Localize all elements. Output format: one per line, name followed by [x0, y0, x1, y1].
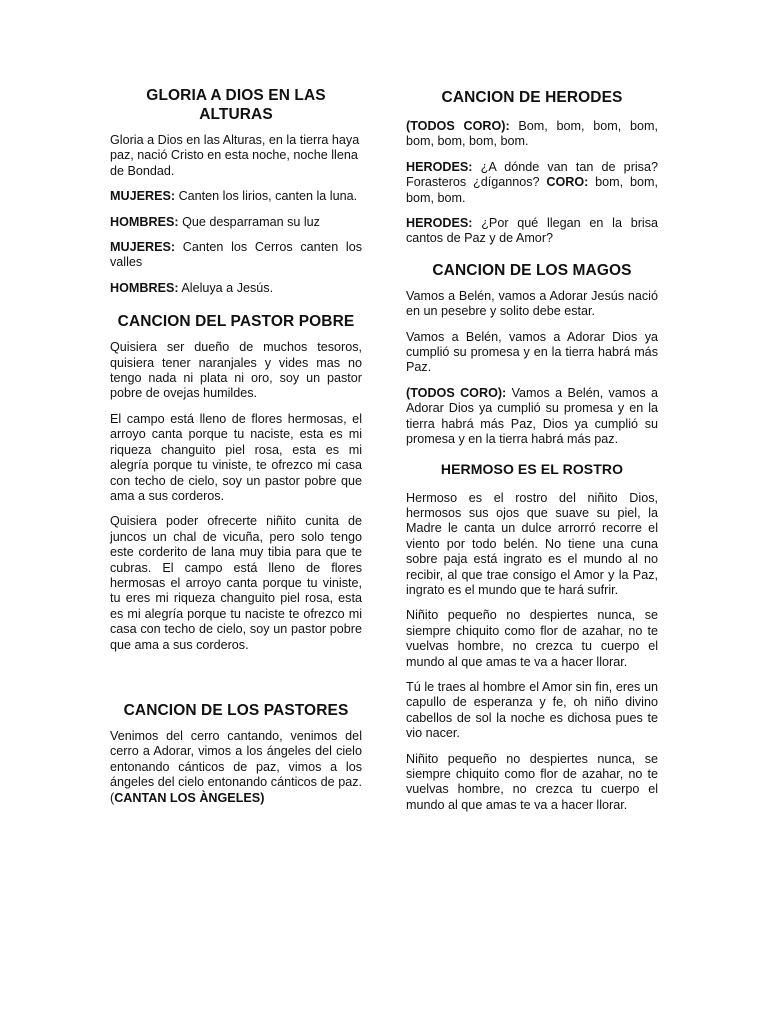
speaker-label: HERODES: [406, 216, 473, 231]
paragraph: Vamos a Belén, vamos a Adorar Dios ya cumplió su promesa y en la tierra habrá más Paz. [406, 329, 658, 375]
paragraph [110, 189, 362, 204]
speaker-label: MUJERES: [110, 240, 176, 255]
lyric-text: Venimos del cerro cantando, venimos del cerro a Adorar, vimos a los ángeles del cielo entonando cánticos de paz, vimos a los ángeles del cielo entonando cánticos de paz. ( [110, 728, 362, 805]
lyric-text: Canten los Cerros canten los valles [110, 240, 362, 270]
paragraph: Quisiera poder ofrecerte niñito cunita de juncos un chal de vicuña, pero solo tengo este corderito de lana muy tibia para que te cubras. El campo está lleno de flores hermosas el arroyo canta porque tu viniste, tu eres mi riqueza changuito piel rosa, esta es mi alegría porque tu naciste te ofrezco mi casa con techo de cielo, soy un pastor pobre que ama a sus corderos. [110, 514, 362, 652]
left-column [110, 86, 362, 816]
speaker-label: (TODOS CORO): [406, 385, 507, 400]
section-title-pastores: CANCION DE LOS PASTORES [123, 701, 349, 719]
speaker-label: CANTAN LOS ÀNGELES) [114, 790, 265, 805]
paragraph: Gloria a Dios en las Alturas, en la tierra haya paz, nació Cristo en esta noche, noche llena de Bondad. [110, 133, 360, 178]
paragraph [110, 729, 362, 806]
paragraph [110, 215, 362, 230]
paragraph: Niñito pequeño no despiertes nunca, se siempre chiquito como flor de azahar, no te vuelvas hombre, no crezca tu cuerpo el mundo al que amas te va a hacer llorar. [406, 608, 658, 669]
spacer [110, 663, 362, 701]
paragraph: Niñito pequeño no despiertes nunca, se siempre chiquito como flor de azahar, no te vuelvas hombre, no crezca tu cuerpo el mundo al que amas te va a hacer llorar. [406, 751, 658, 812]
section-title-herodes: CANCION DE HERODES [441, 89, 623, 106]
lyric-text: Aleluya a Jesús. [178, 280, 274, 295]
paragraph: Hermoso es el rostro del niñito Dios, hermosos sus ojos que suave su piel, la Madre le canta un dulce arrorró recorre el viento por todo belén. No tiene una cuna sobre paja está ingrato es el mundo al no recibir, al que trae consigo el Amor y la Paz, ingrato es el mundo que te hará sufrir. [406, 490, 658, 597]
speaker-label: CORO: [546, 175, 589, 190]
lyric-text: Que desparraman su luz [178, 214, 320, 229]
section-title-magos: CANCION DE LOS MAGOS [432, 261, 632, 279]
speaker-label: HOMBRES: [110, 280, 179, 295]
paragraph: Vamos a Belén, vamos a Adorar Jesús nació en un pesebre y solito debe estar. [406, 288, 658, 319]
paragraph: Tú le traes al hombre el Amor sin fin, eres un capullo de esperanza y fe, oh niño divino cabellos de sol la noche es dichosa pues te vio nacer. [406, 679, 658, 741]
speaker-label: HERODES: [406, 159, 473, 174]
lyric-text: ¿Por qué llegan en la brisa cantos de Paz y de Amor? [406, 216, 658, 246]
paragraph [110, 281, 362, 296]
section-title-gloria: GLORIA A DIOS EN LAS ALTURAS [146, 87, 326, 123]
paragraph [406, 216, 658, 247]
section-title-hermoso: HERMOSO ES EL ROSTRO [440, 460, 624, 477]
paragraph [110, 240, 362, 271]
speaker-label: HOMBRES: [110, 214, 179, 229]
lyric-text: ¿A dónde van tan de prisa? Forasteros ¿dígannos? [406, 159, 658, 190]
paragraph: Quisiera ser dueño de muchos tesoros, quisiera tener naranjales y vides mas no tengo nada ni plata ni oro, soy un pastor pobre de ovejas humildes. [110, 340, 362, 401]
paragraph [406, 386, 658, 448]
right-column [406, 88, 658, 823]
paragraph: El campo está lleno de flores hermosas, el arroyo canta porque tu naciste, esta es mi riqueza changuito piel rosa, esta es mi alegría porque tu viniste, te ofrezco mi casa con techo de cielo, soy un pastor pobre que ama a sus corderos. [110, 411, 362, 503]
lyric-text: Canten los lirios, canten la luna. [175, 189, 358, 204]
lyric-text: bom, bom, bom, bom. [406, 175, 658, 205]
paragraph [406, 119, 658, 150]
section-title-pastor-pobre: CANCION DEL PASTOR POBRE [117, 313, 355, 331]
lyric-text: Vamos a Belén, vamos a Adorar Dios ya cumplió su promesa y en la tierra habrá más Paz, Dios ya cumplió su promesa y en la tierra habrá más paz. [406, 385, 658, 447]
lyric-text: Bom, bom, bom, bom, bom, bom, bom, bom. [406, 119, 658, 149]
speaker-label: (TODOS CORO): [406, 119, 510, 133]
paragraph [406, 160, 658, 206]
speaker-label: MUJERES: [110, 189, 176, 204]
